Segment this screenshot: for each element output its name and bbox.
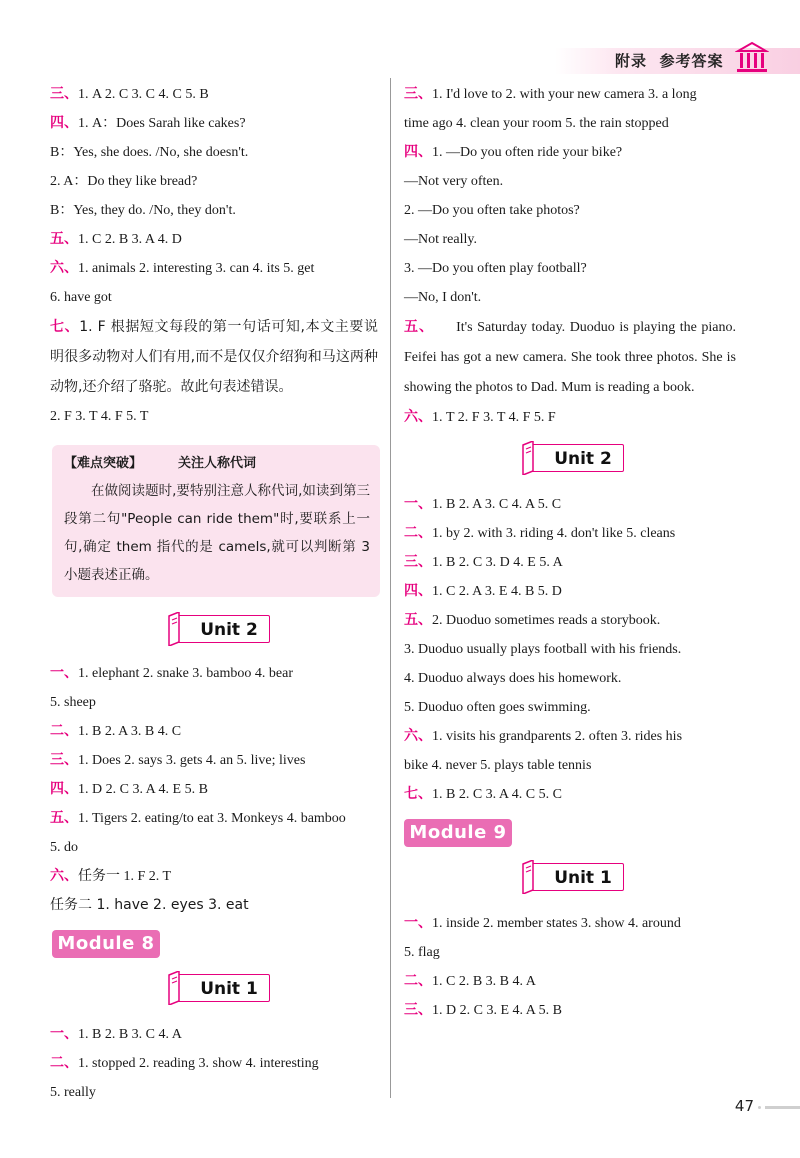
answer-line: 5. flag [404, 945, 440, 960]
book-icon [167, 971, 183, 1005]
answer-line: 三、1. I'd love to 2. with your new camera 3. a long [404, 86, 697, 102]
module-heading [50, 920, 378, 962]
answer-line: —Not very often. [404, 174, 504, 189]
answer-line: B：Yes, she does. /No, she doesn't. [50, 145, 249, 160]
answer-line: 六、1. animals 2. interesting 3. can 4. its 5. get [50, 260, 315, 276]
unit-heading [404, 851, 736, 909]
page-bar [765, 1106, 800, 1109]
answer-line: 四、1. A：Does Sarah like cakes? [50, 115, 246, 131]
answer-line: 5. really [50, 1085, 96, 1100]
left-column [50, 80, 378, 1107]
answer-line: 6. have got [50, 290, 112, 305]
column-divider [390, 78, 391, 1098]
right-column [404, 80, 736, 1025]
answer-line: 二、1. B 2. A 3. B 4. C [50, 723, 182, 739]
unit-badge: Unit 2 [174, 615, 270, 643]
answer-line: 2. F 3. T 4. F 5. T [50, 409, 149, 424]
answer-line: 四、1. C 2. A 3. E 4. B 5. D [404, 583, 562, 599]
answer-line: 一、1. inside 2. member states 3. show 4. around [404, 915, 681, 931]
page-header [555, 40, 800, 78]
answer-line: 六、1. T 2. F 3. T 4. F 5. F [404, 409, 556, 425]
answer-paragraph: 五、 It's Saturday today. Duoduo is playing the piano. Feifei has got a new camera. She took three photos. She is showing the photos to Dad. Mum is reading a book. [404, 319, 737, 395]
answer-line: 五、1. Tigers 2. eating/to eat 3. Monkeys 4. bamboo [50, 810, 346, 826]
unit-badge: Unit 1 [174, 974, 270, 1002]
answer-line: 四、1. D 2. C 3. A 4. E 5. B [50, 781, 208, 797]
answer-line: 任务二 1. have 2. eyes 3. eat [50, 897, 249, 913]
unit-heading [50, 962, 378, 1020]
answer-line: 2. A：Do they like bread? [50, 174, 198, 189]
answer-line: 一、1. B 2. A 3. C 4. A 5. C [404, 496, 562, 512]
tip-box [52, 445, 380, 597]
pillar-building-icon [735, 40, 769, 76]
answer-line: —Not really. [404, 232, 477, 247]
page-number: 47 [734, 1097, 754, 1115]
tip-text: 在做阅读题时,要特别注意人称代词,如读到第三段第二句"People can ride them"时,要联系上一句,确定 them 指代的是 camels,就可以判断第 3 小题表述正确。 [64, 483, 370, 583]
answer-line: 三、1. Does 2. says 3. gets 4. an 5. live; lives [50, 752, 306, 768]
answer-paragraph: 七、1. F 根据短文每段的第一句话可知,本文主要说明很多动物对人们有用,而不是仅仅介绍狗和马这两种动物,还介绍了骆驼。故此句表述错误。 [50, 319, 378, 395]
answer-line: 六、任务一 1. F 2. T [50, 868, 172, 884]
answer-line: bike 4. never 5. plays table tennis [404, 758, 592, 773]
answer-line: 五、2. Duoduo sometimes reads a storybook. [404, 612, 661, 628]
answer-line: 3. —Do you often play football? [404, 261, 587, 276]
answer-line: 5. do [50, 840, 78, 855]
answer-line: 4. Duoduo always does his homework. [404, 671, 622, 686]
module-badge: Module 8 [52, 930, 160, 958]
book-icon [167, 612, 183, 646]
answer-line: 5. sheep [50, 695, 96, 710]
answer-line: time ago 4. clean your room 5. the rain stopped [404, 116, 669, 131]
answer-line: 二、1. stopped 2. reading 3. show 4. interesting [50, 1055, 319, 1071]
page-dot [758, 1106, 761, 1109]
tip-heading: 【难点突破】 关注人称代词 [64, 456, 257, 471]
answer-line: 二、1. C 2. B 3. B 4. A [404, 973, 536, 989]
answer-line: 二、1. by 2. with 3. riding 4. don't like 5. cleans [404, 525, 676, 541]
answer-line: 三、1. A 2. C 3. C 4. C 5. B [50, 86, 209, 102]
answer-line: 六、1. visits his grandparents 2. often 3. rides his [404, 728, 683, 744]
answer-line: 3. Duoduo usually plays football with his friends. [404, 642, 682, 657]
header-title: 附录 参考答案 [615, 52, 724, 70]
answer-line: 2. —Do you often take photos? [404, 203, 580, 218]
book-icon [521, 441, 537, 475]
unit-heading [50, 597, 378, 659]
answer-line: 一、1. B 2. B 3. C 4. A [50, 1026, 182, 1042]
answer-line: 三、1. B 2. C 3. D 4. E 5. A [404, 554, 563, 570]
answer-line: 一、1. elephant 2. snake 3. bamboo 4. bear [50, 665, 293, 681]
answer-line: B：Yes, they do. /No, they don't. [50, 203, 236, 218]
answer-line: 五、1. C 2. B 3. A 4. D [50, 231, 182, 247]
unit-heading [404, 432, 736, 490]
book-icon [521, 860, 537, 894]
answer-line: 三、1. D 2. C 3. E 4. A 5. B [404, 1002, 562, 1018]
unit-badge: Unit 2 [528, 444, 624, 472]
answer-line: 5. Duoduo often goes swimming. [404, 700, 591, 715]
answer-line: 四、1. —Do you often ride your bike? [404, 144, 623, 160]
module-heading [404, 809, 736, 851]
module-badge: Module 9 [404, 819, 512, 847]
unit-badge: Unit 1 [528, 863, 624, 891]
answer-line: —No, I don't. [404, 290, 482, 305]
answer-line: 七、1. B 2. C 3. A 4. C 5. C [404, 786, 562, 802]
